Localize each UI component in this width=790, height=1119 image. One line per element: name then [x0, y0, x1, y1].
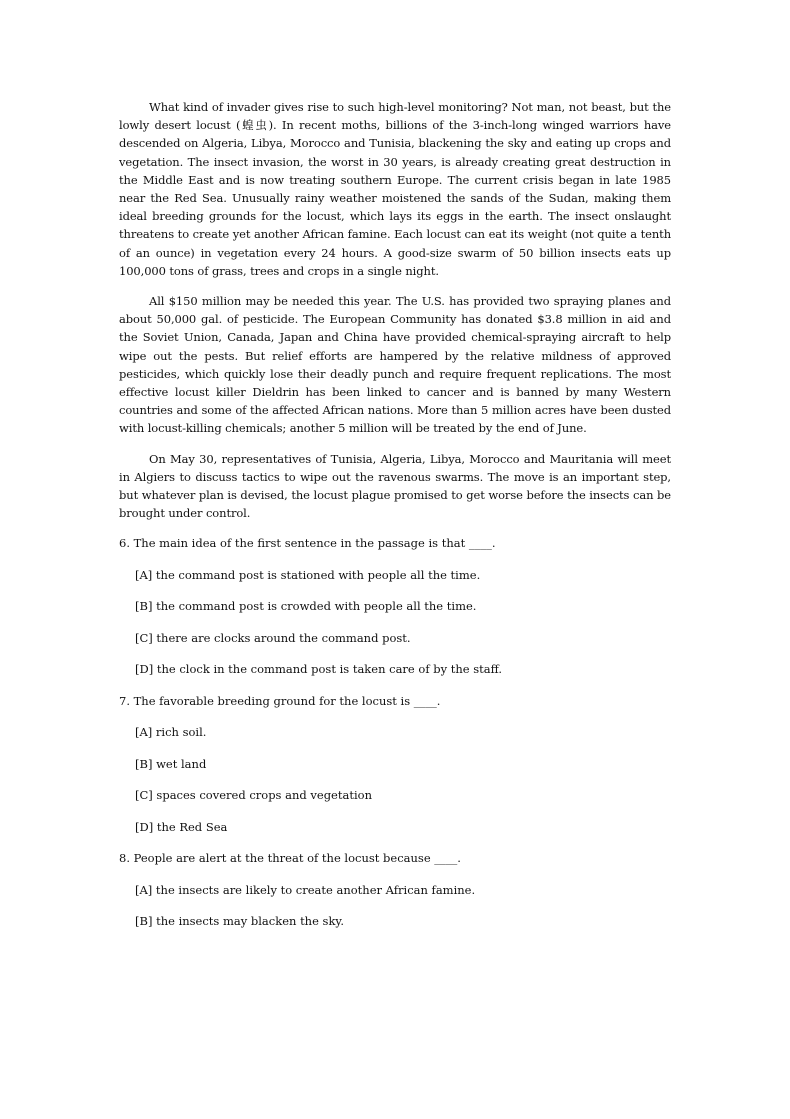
passage-paragraph-1: What kind of invader gives rise to such high-level monitoring? Not man, not beast, but the lowly desert locust (蝗虫). In recent moths, billions of the 3-inch-long winged warriors have descended on Algeria, Libya, Morocco and Tunisia, blackening the sky and eating up crops and vegetation. The insect invasion, the worst in 30 years, is already creating great destruction in the Middle East and is now treating southern Europe. The current crisis began in late 1985 near the Red Sea. Unusually rainy weather moistened the sands of the Sudan, making them ideal breeding grounds for the locust, which lays its eggs in the earth. The insect onslaught threatens to create yet another African famine. Each locust can eat its weight (not quite a tenth of an ounce) in vegetation every 24 hours. A good-size swarm of 50 billion insects eats up 100,000 tons of grass, trees and crops in a single night. — [119, 100, 671, 278]
question-stem: 7. The favorable breeding ground for the locust is ____. — [119, 693, 441, 708]
option-c[interactable]: [C] there are clocks around the command post. — [135, 630, 411, 645]
option-a[interactable]: [A] rich soil. — [135, 725, 207, 740]
passage-paragraph-2: All $150 million may be needed this year. The U.S. has provided two spraying planes and about 50,000 gal. of pesticide. The European Community has donated $3.8 million in aid and the Soviet Union, Canada, Japan and China have provided chemical-spraying aircraft to help wipe out the pests. But relief efforts are hampered by the relative mildness of approved pesticides, which quickly lose their deadly punch and require frequent replications. The most effective locust killer Dieldrin has been linked to cancer and is banned by many Western countries and some of the affected African nations. More than 5 million acres have been dusted with locust-killing chemicals; another 5 million will be treated by the end of June. — [119, 294, 671, 436]
option-d[interactable]: [D] the clock in the command post is taken care of by the staff. — [135, 662, 503, 677]
option-b[interactable]: [B] wet land — [135, 756, 207, 771]
option-b[interactable]: [B] the command post is crowded with people all the time. — [135, 599, 477, 614]
question-6 — [119, 534, 671, 678]
question-stem: 8. People are alert at the threat of the locust because ____. — [119, 851, 461, 866]
passage-paragraph-3: On May 30, representatives of Tunisia, Algeria, Libya, Morocco and Mauritania will meet in Algiers to discuss tactics to wipe out the ravenous swarms. The move is an important step, but whatever plan is devised, the locust plague promised to get worse before the insects can be brought under control. — [119, 451, 671, 521]
passage — [119, 98, 671, 522]
option-d[interactable]: [D] the Red Sea — [135, 819, 228, 834]
question-7 — [119, 692, 671, 836]
option-a[interactable]: [A] the insects are likely to create another African famine. — [135, 882, 476, 897]
question-8 — [119, 849, 671, 930]
document-page — [119, 98, 671, 944]
option-b[interactable]: [B] the insects may blacken the sky. — [135, 914, 345, 929]
question-stem: 6. The main idea of the first sentence in the passage is that ____. — [119, 536, 496, 551]
option-a[interactable]: [A] the command post is stationed with people all the time. — [135, 567, 481, 582]
option-c[interactable]: [C] spaces covered crops and vegetation — [135, 788, 372, 803]
